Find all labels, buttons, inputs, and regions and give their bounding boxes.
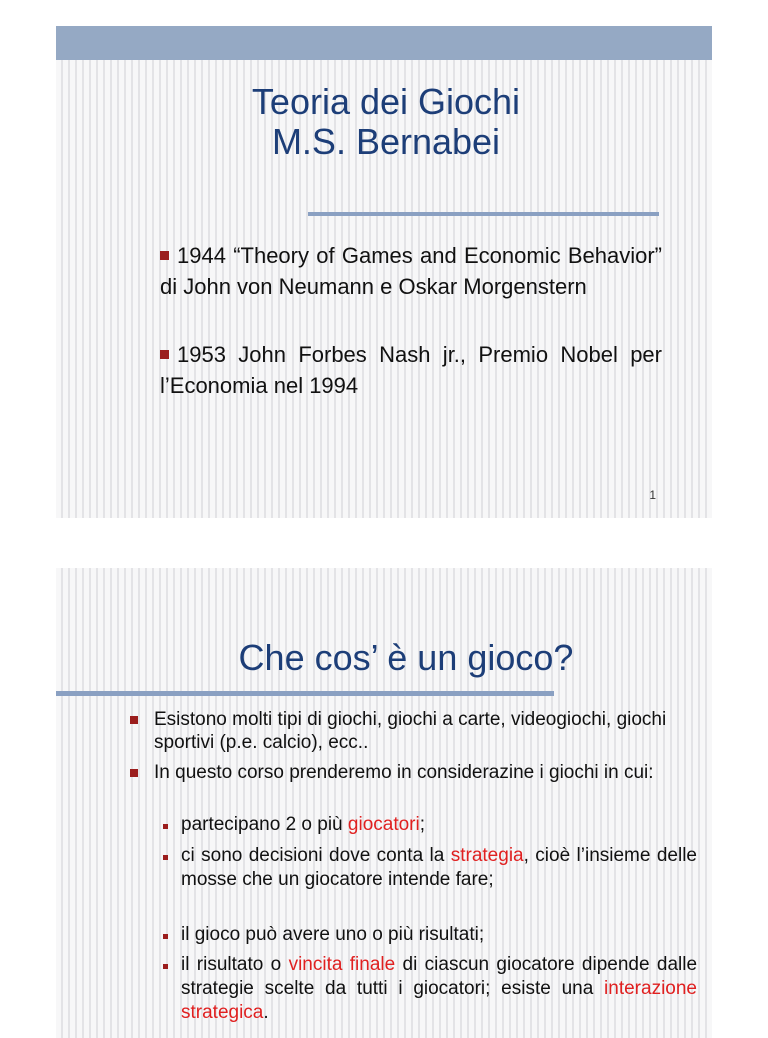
sub-bullet-risultati <box>181 923 697 947</box>
title-underline <box>308 212 659 216</box>
text: , cioè l’insieme delle mosse che un giocatore intende fare; <box>181 845 697 890</box>
text: ci sono decisioni dove conta la <box>181 845 451 866</box>
sub-bullet-icon <box>163 934 168 939</box>
bullet-text: Esistono molti tipi di giochi, giochi a carte, videogiochi, giochi sportivi (p.e. calcio), ecc.. <box>154 709 667 753</box>
sub-bullet-icon <box>163 964 168 969</box>
text: . <box>263 1002 269 1023</box>
bullet-1944 <box>160 240 662 302</box>
bullet-tipi-di-giochi <box>154 708 697 754</box>
bullet-square-icon <box>130 769 138 777</box>
slide-header-bar <box>56 26 712 60</box>
text: il gioco può avere uno o più risultati; <box>181 924 485 945</box>
text: il risultato o <box>181 954 289 975</box>
slide-2 <box>56 568 712 1038</box>
title-line-2: M.S. Bernabei <box>271 121 501 162</box>
highlight-strategia: strategia <box>450 845 524 866</box>
bullet-1953 <box>160 339 662 401</box>
title-line-1: Teoria dei Giochi <box>251 81 521 122</box>
text: ; <box>419 814 426 835</box>
sub-bullet-strategia <box>181 844 697 892</box>
bullet-square-icon <box>160 251 169 260</box>
highlight-interazione-strategica: interazione strategica <box>181 978 697 1023</box>
bullet-text: 1944 “Theory of Games and Economic Behavior” di John von Neumann e Oskar Morgenstern <box>160 243 662 299</box>
page-number: 1 <box>649 488 656 502</box>
bullet-square-icon <box>130 716 138 724</box>
text: di ciascun giocatore dipende dalle strategie scelte da tutti i giocatori; esiste una <box>181 954 698 999</box>
slide-title: Che cos’ è un gioco? <box>238 637 574 678</box>
bullet-text: In questo corso prenderemo in considerazine i giochi in cui: <box>154 762 654 783</box>
highlight-giocatori: giocatori <box>347 814 420 835</box>
bullet-square-icon <box>160 350 169 359</box>
text: partecipano 2 o più <box>181 814 348 835</box>
slide-title <box>166 82 606 162</box>
sub-bullet-icon <box>163 855 168 860</box>
sub-bullet-icon <box>163 824 168 829</box>
bullet-corso <box>154 761 697 784</box>
bullet-text: 1953 John Forbes Nash jr., Premio Nobel per l’Economia nel 1994 <box>160 342 662 398</box>
sub-bullet-giocatori <box>181 813 697 837</box>
title-underline <box>56 691 554 696</box>
slide-1 <box>56 26 712 518</box>
highlight-vincita-finale: vincita finale <box>288 954 396 975</box>
sub-bullet-vincita <box>181 953 697 1025</box>
